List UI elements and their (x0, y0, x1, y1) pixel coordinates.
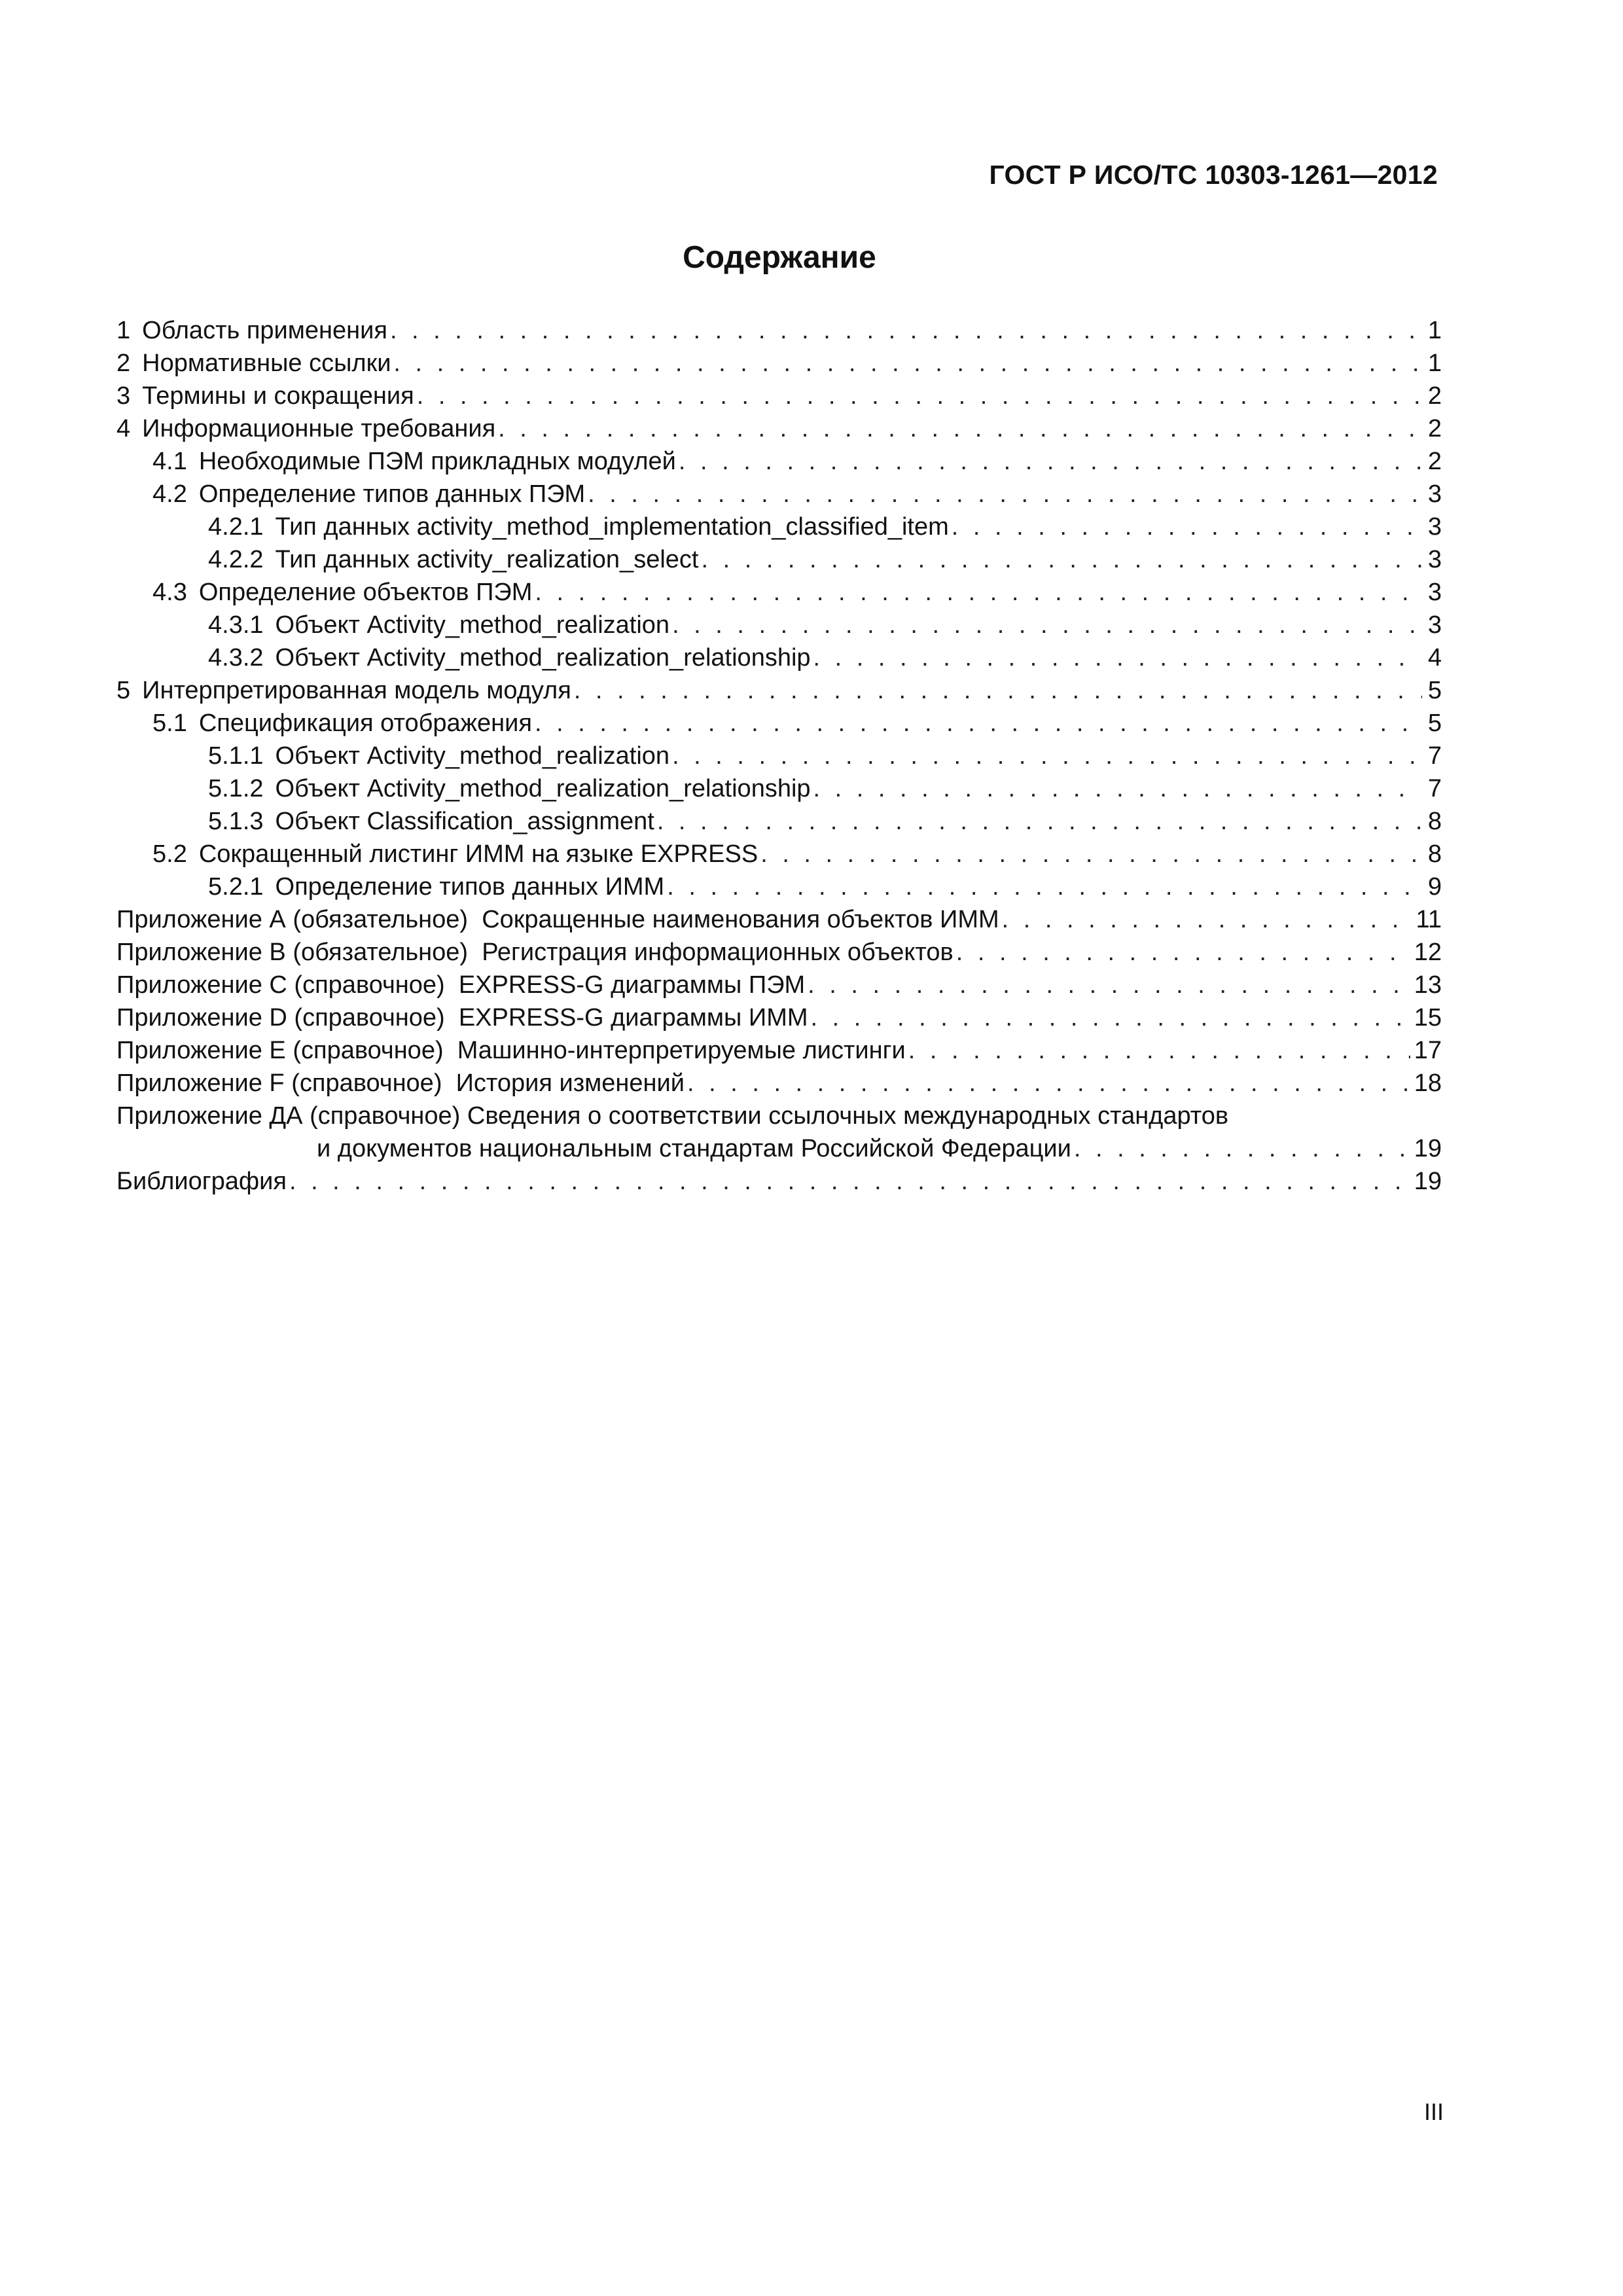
dot-leader (672, 740, 1422, 772)
toc-appendix[interactable] (116, 1067, 1442, 1100)
toc-entry-page: 7 (1427, 775, 1442, 802)
toc-entry[interactable] (116, 412, 1442, 445)
toc-entry-label: Приложение E (справочное) Машинно-интерпретируемые листинги (116, 1037, 906, 1064)
toc-entry-page: 18 (1414, 1069, 1442, 1097)
toc-entry-number: 2 (116, 350, 131, 377)
toc-entry-label: Область применения (142, 317, 387, 344)
dot-leader (760, 838, 1422, 870)
toc-entry[interactable] (116, 511, 1442, 543)
dot-leader (417, 380, 1422, 412)
toc-entry-number: 4.1 (152, 448, 187, 475)
toc-entries (116, 314, 1442, 903)
toc-entry[interactable] (116, 674, 1442, 707)
toc-entry[interactable] (116, 740, 1442, 772)
dot-leader (390, 314, 1422, 347)
dot-leader (956, 936, 1410, 969)
toc-entry-label: Приложение D (справочное) EXPRESS-G диаграммы ИММ (116, 1004, 808, 1031)
toc-appendix-da-line2[interactable] (116, 1132, 1442, 1165)
toc-entry-page: 5 (1427, 709, 1442, 737)
toc-entry-label: Объект Activity_method_realization_relationship (275, 644, 811, 672)
toc-entry-label: Объект Classification_assignment (275, 808, 654, 835)
toc-entry-page: 2 (1427, 448, 1442, 475)
toc-entry-number: 4.3.1 (208, 611, 264, 639)
toc-entry-number: 5.2 (152, 840, 187, 868)
toc-entry-page: 3 (1427, 513, 1442, 541)
dot-leader (908, 1034, 1410, 1067)
toc-entry-label: Необходимые ПЭМ прикладных модулей (198, 448, 676, 475)
dot-leader (808, 969, 1410, 1001)
dot-leader (498, 412, 1422, 445)
toc-entry-page: 15 (1414, 1004, 1442, 1031)
page-number: III (1423, 2098, 1444, 2125)
toc-entry-page: 2 (1427, 382, 1442, 410)
toc-entry-label: Информационные требования (142, 415, 496, 442)
toc-entry-page: 8 (1427, 808, 1442, 835)
toc-entry-page: 13 (1414, 971, 1442, 999)
toc-entry-number: 5.2.1 (208, 873, 264, 901)
toc-entry-page: 3 (1427, 480, 1442, 508)
dot-leader (672, 609, 1422, 641)
toc-entry-page: 8 (1427, 840, 1442, 868)
toc-entry-number: 4.3 (152, 579, 187, 606)
toc-entry-number: 5 (116, 677, 131, 704)
toc-entry-label: Тип данных activity_method_implementation_classified_item (275, 513, 949, 541)
dot-leader (588, 478, 1422, 511)
toc-entry-page: 17 (1414, 1037, 1442, 1064)
toc-entry-number: 1 (116, 317, 131, 344)
toc-entry-label: Объект Activity_method_realization (275, 742, 670, 770)
toc-entry-label: Определение объектов ПЭМ (198, 579, 533, 606)
toc-entry[interactable] (116, 707, 1442, 740)
toc-entry[interactable] (116, 870, 1442, 903)
dot-leader (687, 1067, 1410, 1100)
dot-leader (657, 805, 1422, 838)
toc-entry-number: 4.2.2 (208, 546, 264, 573)
toc-entry[interactable] (116, 609, 1442, 641)
toc-entry-page: 9 (1427, 873, 1442, 901)
toc-appendix[interactable] (116, 903, 1442, 936)
toc-entry-label: Объект Activity_method_realization_relationship (275, 775, 811, 802)
dot-leader (1074, 1132, 1410, 1165)
toc-entry[interactable] (116, 838, 1442, 870)
toc-entry-label: Приложение В (обязательное) Регистрация информационных объектов (116, 939, 954, 966)
toc-entry-label: Термины и сокращения (142, 382, 414, 410)
dot-leader (535, 576, 1422, 609)
dot-leader (679, 445, 1422, 478)
toc-entry-page: 4 (1427, 644, 1442, 672)
toc-entry[interactable] (116, 576, 1442, 609)
toc-appendix[interactable] (116, 1001, 1442, 1034)
toc-entry-label: Определение типов данных ПЭМ (198, 480, 586, 508)
dot-leader (813, 772, 1422, 805)
toc-bibliography[interactable] (116, 1165, 1442, 1198)
dot-leader (393, 347, 1422, 380)
toc-entry-page: 12 (1414, 939, 1442, 966)
toc-entry-number: 5.1.3 (208, 808, 264, 835)
toc-entry[interactable] (116, 543, 1442, 576)
toc-entry-page: 1 (1427, 317, 1442, 344)
toc-entry-label: Нормативные ссылки (142, 350, 391, 377)
toc-entry-number: 3 (116, 382, 131, 410)
dot-leader (574, 674, 1422, 707)
toc-entry-label: Определение типов данных ИММ (275, 873, 665, 901)
toc-entry-label: Тип данных activity_realization_select (275, 546, 699, 573)
toc-entry-label: Сокращенный листинг ИММ на языке EXPRESS (198, 840, 758, 868)
toc-entry-label: Приложение F (справочное) История изменений (116, 1069, 685, 1097)
toc-appendix-da-line1[interactable] (116, 1100, 1442, 1132)
dot-leader (811, 1001, 1410, 1034)
toc-entry-page: 7 (1427, 742, 1442, 770)
toc-entry-page: 3 (1427, 611, 1442, 639)
table-of-contents (116, 314, 1442, 1198)
toc-entry-label: Приложение С (справочное) EXPRESS-G диаграммы ПЭМ (116, 971, 806, 999)
page-title: Содержание (683, 240, 876, 275)
dot-leader (667, 870, 1422, 903)
toc-entry[interactable] (116, 314, 1442, 347)
toc-entry-label: Интерпретированная модель модуля (142, 677, 571, 704)
toc-appendix[interactable] (116, 936, 1442, 969)
toc-entry-page: 19 (1414, 1135, 1442, 1162)
toc-entry[interactable] (116, 380, 1442, 412)
toc-entry[interactable] (116, 641, 1442, 674)
document-header: ГОСТ Р ИСО/ТС 10303-1261—2012 (989, 160, 1438, 190)
toc-entry-page: 3 (1427, 546, 1442, 573)
toc-entry-label: Спецификация отображения (198, 709, 532, 737)
dot-leader (1002, 903, 1412, 936)
toc-entry-page: 2 (1427, 415, 1442, 442)
toc-entry-page: 3 (1427, 579, 1442, 606)
dot-leader (813, 641, 1422, 674)
toc-entry-number: 5.1 (152, 709, 187, 737)
dot-leader (952, 511, 1422, 543)
toc-entry[interactable] (116, 347, 1442, 380)
toc-appendix[interactable] (116, 1034, 1442, 1067)
dot-leader (289, 1165, 1410, 1198)
toc-entry-page: 5 (1427, 677, 1442, 704)
toc-entry-number: 4.2 (152, 480, 187, 508)
dot-leader (701, 543, 1422, 576)
toc-entry-label: Библиография (116, 1168, 287, 1195)
toc-entry[interactable] (116, 445, 1442, 478)
dot-leader (535, 707, 1422, 740)
toc-entry-number: 4 (116, 415, 131, 442)
toc-entry[interactable] (116, 805, 1442, 838)
toc-entry-page: 19 (1414, 1168, 1442, 1195)
toc-entry[interactable] (116, 478, 1442, 511)
toc-entry-label: и документов национальным стандартам Российской Федерации (317, 1135, 1071, 1162)
toc-entry-label: Приложение А (обязательное) Сокращенные наименования объектов ИММ (116, 906, 999, 933)
toc-entry-page: 11 (1416, 906, 1442, 933)
toc-appendix[interactable] (116, 969, 1442, 1001)
toc-entry[interactable] (116, 772, 1442, 805)
toc-entry-label: Объект Activity_method_realization (275, 611, 670, 639)
toc-entry-number: 4.2.1 (208, 513, 264, 541)
toc-entry-page: 1 (1427, 350, 1442, 377)
toc-entry-number: 5.1.2 (208, 775, 264, 802)
toc-appendices (116, 903, 1442, 1100)
toc-entry-number: 5.1.1 (208, 742, 264, 770)
toc-entry-number: 4.3.2 (208, 644, 264, 672)
toc-entry-label: Приложение ДА (справочное) Сведения о соответствии ссылочных международных стандартов (116, 1102, 1229, 1130)
